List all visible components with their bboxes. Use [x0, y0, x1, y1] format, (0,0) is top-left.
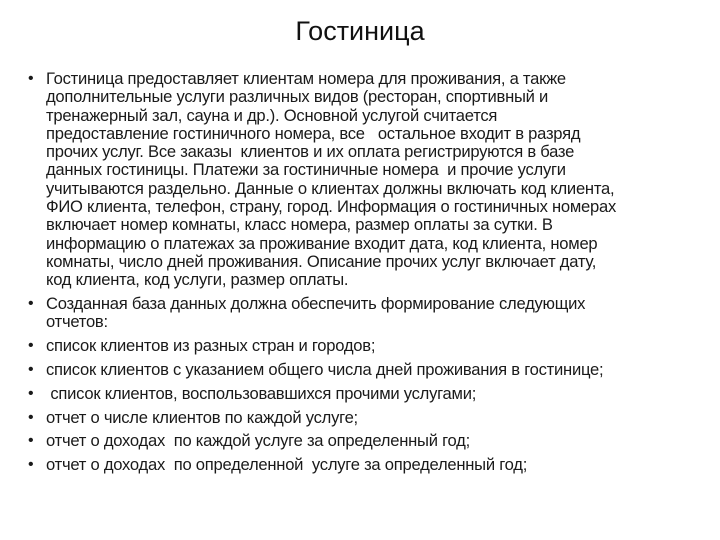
text-line: Гостиница предоставляет клиентам номера для проживания, а также — [46, 69, 566, 88]
bullet-icon: • — [28, 456, 34, 474]
text-line: отчет о доходах по каждой услуге за определенный год; — [46, 431, 470, 451]
list-item — [28, 337, 718, 355]
text-line: отчетов: — [46, 312, 108, 332]
text-line: код клиента, код услуги, размер оплаты. — [46, 270, 349, 290]
text-line: список клиентов из разных стран и городов; — [46, 336, 376, 356]
text-line: дополнительные услуги различных видов (ресторан, спортивный и — [46, 87, 549, 107]
list-item — [28, 432, 718, 450]
list-item — [28, 70, 718, 290]
bullet-icon: • — [28, 432, 34, 450]
bullet-list — [28, 70, 718, 480]
bullet-icon: • — [28, 360, 34, 378]
text-line: предоставление гостиничного номера, все остальное входит в разряд — [46, 123, 581, 143]
list-item — [28, 409, 718, 427]
bullet-icon: • — [28, 408, 34, 426]
list-item — [28, 456, 718, 474]
text-line: список клиентов, воспользовавшихся прочими услугами; — [46, 383, 477, 403]
text-line: комнаты, число дней проживания. Описание прочих услуг включает дату, — [46, 251, 597, 271]
bullet-icon: • — [28, 384, 34, 402]
text-line: отчет о числе клиентов по каждой услуге; — [46, 407, 358, 427]
slide-title: Гостиница — [295, 16, 425, 46]
list-item — [28, 295, 718, 332]
text-line: ФИО клиента, телефон, страну, город. Информация о гостиничных номерах — [46, 197, 617, 217]
bullet-icon: • — [28, 70, 34, 87]
text-line: информацию о платежах за проживание входит дата, код клиента, номер — [46, 233, 598, 253]
bullet-icon: • — [28, 337, 34, 355]
list-item — [28, 385, 718, 403]
list-item — [28, 361, 718, 379]
text-line: прочих услуг. Все заказы клиентов и их оплата регистрируются в базе — [46, 142, 575, 162]
text-line: учитываются раздельно. Данные о клиентах должны включать код клиента, — [46, 178, 615, 198]
bullet-icon: • — [28, 295, 34, 313]
text-line: отчет о доходах по определенной услуге за определенный год; — [46, 455, 528, 475]
text-line: включает номер комнаты, класс номера, размер оплаты за сутки. В — [46, 215, 553, 235]
text-line: Созданная база данных должна обеспечить формирование следующих — [46, 294, 586, 314]
text-line: данных гостиницы. Платежи за гостиничные номера и прочие услуги — [46, 160, 566, 180]
text-line: тренажерный зал, сауна и др.). Основной услугой считается — [46, 105, 498, 125]
text-line: список клиентов с указанием общего числа дней проживания в гостинице; — [46, 359, 604, 379]
